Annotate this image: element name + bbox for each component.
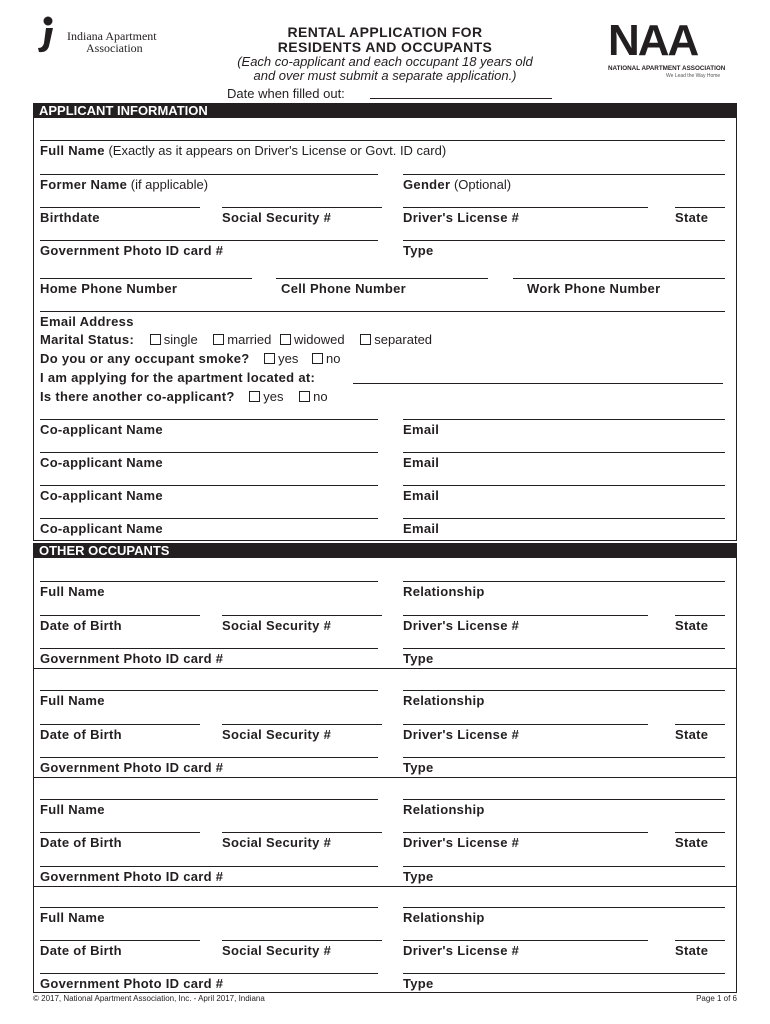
- occupant-4-name-label: Full Name: [40, 910, 105, 925]
- coapplicant-4-email-label: Email: [403, 521, 440, 536]
- occupant-1-type-label: Type: [403, 651, 434, 666]
- occupant-3-state-label: State: [675, 835, 709, 850]
- smoke-yes-label: yes: [278, 351, 299, 366]
- full-name-field[interactable]: [40, 140, 725, 141]
- birthdate-field[interactable]: [40, 207, 200, 208]
- gender-field[interactable]: [403, 174, 725, 175]
- coapplicant-4-name-label: Co-applicant Name: [40, 521, 163, 536]
- coapp-no-checkbox[interactable]: [299, 391, 310, 402]
- ssn-label: Social Security #: [222, 210, 332, 225]
- marital-status-label: Marital Status:: [40, 332, 135, 347]
- smoke-no-label: no: [326, 351, 341, 366]
- naa-logo-tagline: We Lead the Way Home: [666, 73, 721, 79]
- occupant-2-type-label: Type: [403, 760, 434, 775]
- occupant-1-ssn-label: Social Security #: [222, 618, 332, 633]
- smoke-question: Do you or any occupant smoke?: [40, 351, 250, 366]
- occupant-2-relationship-label: Relationship: [403, 693, 485, 708]
- occupant-3-dl-label: Driver's License #: [403, 835, 520, 850]
- coapplicant-4-email-field[interactable]: [403, 518, 725, 519]
- occupant-2-dob-field[interactable]: [40, 724, 200, 725]
- smoke-row: [40, 351, 340, 366]
- gender-hint: (Optional): [453, 177, 512, 192]
- full-name-label: [40, 143, 446, 158]
- home-phone-field[interactable]: [40, 278, 252, 279]
- occupant-1-state-label: State: [675, 618, 709, 633]
- occupant-2-dl-label: Driver's License #: [403, 727, 520, 742]
- marital-separated-option[interactable]: [360, 332, 432, 347]
- occupant-2-state-label: State: [675, 727, 709, 742]
- occupant-3-ssn-field[interactable]: [222, 832, 382, 833]
- govid-field[interactable]: [40, 240, 378, 241]
- footer-page-number: Page 1 of 6: [696, 994, 737, 1003]
- coapplicant-1-name-field[interactable]: [40, 419, 378, 420]
- govid-label: Government Photo ID card #: [40, 243, 224, 258]
- marital-status-row: [40, 332, 432, 347]
- id-type-label: Type: [403, 243, 434, 258]
- occupant-2-relationship-field[interactable]: [403, 690, 725, 691]
- cell-phone-field[interactable]: [276, 278, 488, 279]
- occupant-1-state-field[interactable]: [675, 615, 725, 616]
- coapplicant-4-name-field[interactable]: [40, 518, 378, 519]
- smoke-yes-checkbox[interactable]: [264, 353, 275, 364]
- work-phone-field[interactable]: [513, 278, 725, 279]
- occupant-3-govid-label: Government Photo ID card #: [40, 869, 224, 884]
- occupant-4-dob-field[interactable]: [40, 940, 200, 941]
- marital-single-checkbox[interactable]: [150, 334, 161, 345]
- occupant-4-relationship-field[interactable]: [403, 907, 725, 908]
- gender-label: [403, 177, 511, 192]
- state-label: State: [675, 210, 709, 225]
- applicant-section-frame: [33, 103, 737, 541]
- marital-married-label: married: [227, 332, 272, 347]
- occupant-divider: [33, 777, 737, 778]
- occupant-2-type-field[interactable]: [403, 757, 725, 758]
- work-phone-label: Work Phone Number: [527, 281, 661, 296]
- naa-logo-letters: NAA: [608, 16, 698, 65]
- home-phone-label: Home Phone Number: [40, 281, 178, 296]
- state-field[interactable]: [675, 207, 725, 208]
- occupant-3-relationship-label: Relationship: [403, 802, 485, 817]
- date-filled-label: Date when filled out:: [227, 86, 345, 101]
- occupant-2-dl-field[interactable]: [403, 724, 648, 725]
- occupant-1-dob-field[interactable]: [40, 615, 200, 616]
- form-title-line2: RESIDENTS AND OCCUPANTS: [277, 39, 493, 55]
- form-subtitle-line2: and over must submit a separate application.): [253, 68, 517, 83]
- occupant-4-dl-label: Driver's License #: [403, 943, 520, 958]
- form-subtitle-line1: (Each co-applicant and each occupant 18 years old: [237, 54, 533, 69]
- former-name-label: [40, 177, 208, 192]
- form-title-line1: RENTAL APPLICATION FOR: [287, 24, 483, 40]
- occupant-1-govid-field[interactable]: [40, 648, 378, 649]
- coapplicant-3-email-label: Email: [403, 488, 440, 503]
- occupant-3-dob-label: Date of Birth: [40, 835, 122, 850]
- marital-widowed-option[interactable]: [280, 332, 345, 347]
- occupant-4-relationship-label: Relationship: [403, 910, 485, 925]
- occupant-2-name-label: Full Name: [40, 693, 105, 708]
- occupant-1-dl-label: Driver's License #: [403, 618, 520, 633]
- occupant-1-govid-label: Government Photo ID card #: [40, 651, 224, 666]
- coapplicant-3-name-label: Co-applicant Name: [40, 488, 163, 503]
- coapplicant-1-email-label: Email: [403, 422, 440, 437]
- smoke-no-option[interactable]: [312, 351, 340, 366]
- ia-logo-mark-icon: [36, 16, 62, 54]
- coapplicant-2-name-field[interactable]: [40, 452, 378, 453]
- smoke-yes-option[interactable]: [264, 351, 298, 366]
- occupant-4-ssn-field[interactable]: [222, 940, 382, 941]
- occupant-4-govid-label: Government Photo ID card #: [40, 976, 224, 991]
- occupant-4-dl-field[interactable]: [403, 940, 648, 941]
- occupant-4-type-label: Type: [403, 976, 434, 991]
- occupant-4-dob-label: Date of Birth: [40, 943, 122, 958]
- full-name-label-text: Full Name: [40, 143, 105, 158]
- ia-logo: [36, 16, 166, 56]
- apartment-address-label: I am applying for the apartment located at:: [40, 370, 316, 385]
- occupant-3-name-field[interactable]: [40, 799, 378, 800]
- occupants-section-header: OTHER OCCUPANTS: [33, 543, 737, 558]
- occupant-2-name-field[interactable]: [40, 690, 378, 691]
- occupant-1-ssn-field[interactable]: [222, 615, 382, 616]
- occupant-3-type-label: Type: [403, 869, 434, 884]
- coapplicant-3-email-field[interactable]: [403, 485, 725, 486]
- id-type-field[interactable]: [403, 240, 725, 241]
- occupant-2-govid-field[interactable]: [40, 757, 378, 758]
- marital-married-option[interactable]: [213, 332, 271, 347]
- occupant-1-type-field[interactable]: [403, 648, 725, 649]
- former-name-field[interactable]: [40, 174, 378, 175]
- occupant-1-dob-label: Date of Birth: [40, 618, 122, 633]
- occupant-divider: [33, 886, 737, 887]
- footer-copyright: © 2017, National Apartment Association, Inc. - April 2017, Indiana: [33, 994, 265, 1003]
- coapplicant-1-email-field[interactable]: [403, 419, 725, 420]
- occupant-4-ssn-label: Social Security #: [222, 943, 332, 958]
- cell-phone-label: Cell Phone Number: [281, 281, 407, 296]
- occupant-1-dl-field[interactable]: [403, 615, 648, 616]
- occupant-3-ssn-label: Social Security #: [222, 835, 332, 850]
- coapplicant-question: Is there another co-applicant?: [40, 389, 235, 404]
- coapplicant-2-email-field[interactable]: [403, 452, 725, 453]
- occupant-2-ssn-label: Social Security #: [222, 727, 332, 742]
- marital-single-label: single: [163, 332, 198, 347]
- coapplicant-3-name-field[interactable]: [40, 485, 378, 486]
- drivers-license-label: Driver's License #: [403, 210, 520, 225]
- occupant-4-state-field[interactable]: [675, 940, 725, 941]
- applicant-section-header: APPLICANT INFORMATION: [33, 103, 737, 118]
- former-name-label-text: Former Name: [40, 177, 128, 192]
- ssn-field[interactable]: [222, 207, 382, 208]
- ia-logo-line1: Indiana Apartment: [67, 29, 157, 43]
- coapp-no-option[interactable]: [299, 389, 327, 404]
- marital-widowed-label: widowed: [294, 332, 345, 347]
- coapp-no-label: no: [313, 389, 328, 404]
- gender-label-text: Gender: [403, 177, 451, 192]
- email-label: Email Address: [40, 314, 134, 329]
- full-name-hint: (Exactly as it appears on Driver's License or Govt. ID card): [108, 143, 447, 158]
- marital-separated-checkbox[interactable]: [360, 334, 371, 345]
- occupant-3-type-field[interactable]: [403, 866, 725, 867]
- former-name-hint: (if applicable): [130, 177, 209, 192]
- occupant-3-dob-field[interactable]: [40, 832, 200, 833]
- marital-married-checkbox[interactable]: [213, 334, 224, 345]
- occupant-4-state-label: State: [675, 943, 709, 958]
- coapp-yes-option[interactable]: [249, 389, 283, 404]
- occupant-4-govid-field[interactable]: [40, 973, 378, 974]
- occupant-3-name-label: Full Name: [40, 802, 105, 817]
- marital-widowed-checkbox[interactable]: [280, 334, 291, 345]
- marital-separated-label: separated: [374, 332, 433, 347]
- occupant-3-state-field[interactable]: [675, 832, 725, 833]
- naa-logo: [606, 16, 738, 79]
- ia-logo-line2: Association: [86, 41, 143, 55]
- occupant-2-govid-label: Government Photo ID card #: [40, 760, 224, 775]
- smoke-no-checkbox[interactable]: [312, 353, 323, 364]
- birthdate-label: Birthdate: [40, 210, 100, 225]
- occupant-3-govid-field[interactable]: [40, 866, 378, 867]
- email-field[interactable]: [40, 311, 725, 312]
- occupant-3-relationship-field[interactable]: [403, 799, 725, 800]
- occupant-2-ssn-field[interactable]: [222, 724, 382, 725]
- occupant-4-type-field[interactable]: [403, 973, 725, 974]
- drivers-license-field[interactable]: [403, 207, 648, 208]
- occupant-1-relationship-field[interactable]: [403, 581, 725, 582]
- occupant-divider: [33, 668, 737, 669]
- coapp-yes-checkbox[interactable]: [249, 391, 260, 402]
- coapplicant-1-name-label: Co-applicant Name: [40, 422, 163, 437]
- apartment-address-field[interactable]: [353, 383, 723, 384]
- coapplicant-2-email-label: Email: [403, 455, 440, 470]
- date-filled-field[interactable]: [370, 98, 552, 99]
- occupant-3-dl-field[interactable]: [403, 832, 648, 833]
- naa-logo-name: NATIONAL APARTMENT ASSOCIATION: [608, 65, 726, 72]
- occupant-2-dob-label: Date of Birth: [40, 727, 122, 742]
- coapp-yes-label: yes: [263, 389, 284, 404]
- marital-single-option[interactable]: [150, 332, 198, 347]
- occupant-4-name-field[interactable]: [40, 907, 378, 908]
- coapplicant-question-row: [40, 389, 328, 404]
- occupant-1-name-label: Full Name: [40, 584, 105, 599]
- occupant-1-name-field[interactable]: [40, 581, 378, 582]
- occupant-1-relationship-label: Relationship: [403, 584, 485, 599]
- occupant-2-state-field[interactable]: [675, 724, 725, 725]
- coapplicant-2-name-label: Co-applicant Name: [40, 455, 163, 470]
